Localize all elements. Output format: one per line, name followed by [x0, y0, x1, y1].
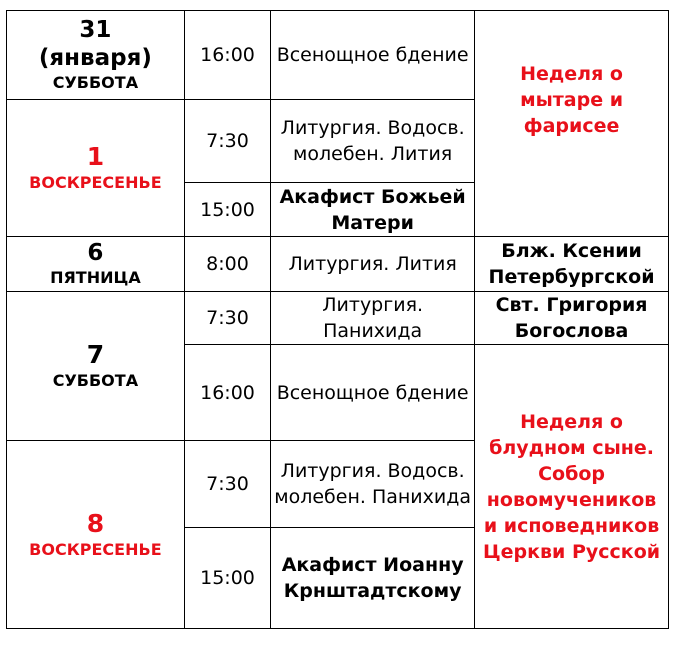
service-event: Всенощное бдение: [271, 11, 475, 100]
day-month: (января): [38, 45, 152, 71]
service-time: 15:00: [184, 183, 270, 237]
service-event: Литургия. Водосв. молебен. Панихида: [271, 441, 475, 528]
day-cell: [7, 100, 185, 237]
table-row: [7, 11, 669, 100]
schedule-table: [6, 10, 669, 629]
service-time: 7:30: [184, 292, 270, 345]
service-event: Акафист Иоанну Крнштадтскому: [271, 528, 475, 629]
feast-gregory: Свт. Григория Богослова: [475, 292, 669, 345]
day-weekday: ПЯТНИЦА: [50, 268, 141, 287]
service-time: 7:30: [184, 100, 270, 183]
feast-week-prodigal: Неделя о блудном сыне. Собор новомучеников и исповедников Церкви Русской: [475, 345, 669, 629]
day-cell: [7, 237, 185, 292]
day-weekday: ВОСКРЕСЕНЬЕ: [29, 539, 162, 559]
day-weekday: ВОСКРЕСЕНЬЕ: [29, 173, 162, 192]
day-number: 8: [86, 508, 105, 538]
service-time: 16:00: [184, 11, 270, 100]
day-weekday: СУББОТА: [52, 73, 139, 92]
day-number: 7: [86, 340, 105, 369]
day-number: 31: [79, 17, 112, 43]
service-time: 7:30: [184, 441, 270, 528]
day-number: 1: [86, 142, 105, 171]
service-event: Литургия. Лития: [271, 237, 475, 292]
table-row: [7, 292, 669, 345]
service-event: Литургия. Водосв. молебен. Лития: [271, 100, 475, 183]
service-time: 8:00: [184, 237, 270, 292]
day-cell: [7, 292, 185, 441]
day-number: 6: [87, 240, 104, 266]
service-event: Всенощное бдение: [271, 345, 475, 441]
day-cell: [7, 441, 185, 629]
feast-week-publican: Неделя о мытаре и фарисее: [475, 11, 669, 237]
service-time: 15:00: [184, 528, 270, 629]
service-time: 16:00: [184, 345, 270, 441]
service-event: Акафист Божьей Матери: [271, 183, 475, 237]
service-event: Литургия. Панихида: [271, 292, 475, 345]
feast-xenia: Блж. Ксении Петербургской: [475, 237, 669, 292]
table-row: [7, 237, 669, 292]
day-weekday: СУББОТА: [52, 371, 139, 390]
day-cell: [7, 11, 185, 100]
